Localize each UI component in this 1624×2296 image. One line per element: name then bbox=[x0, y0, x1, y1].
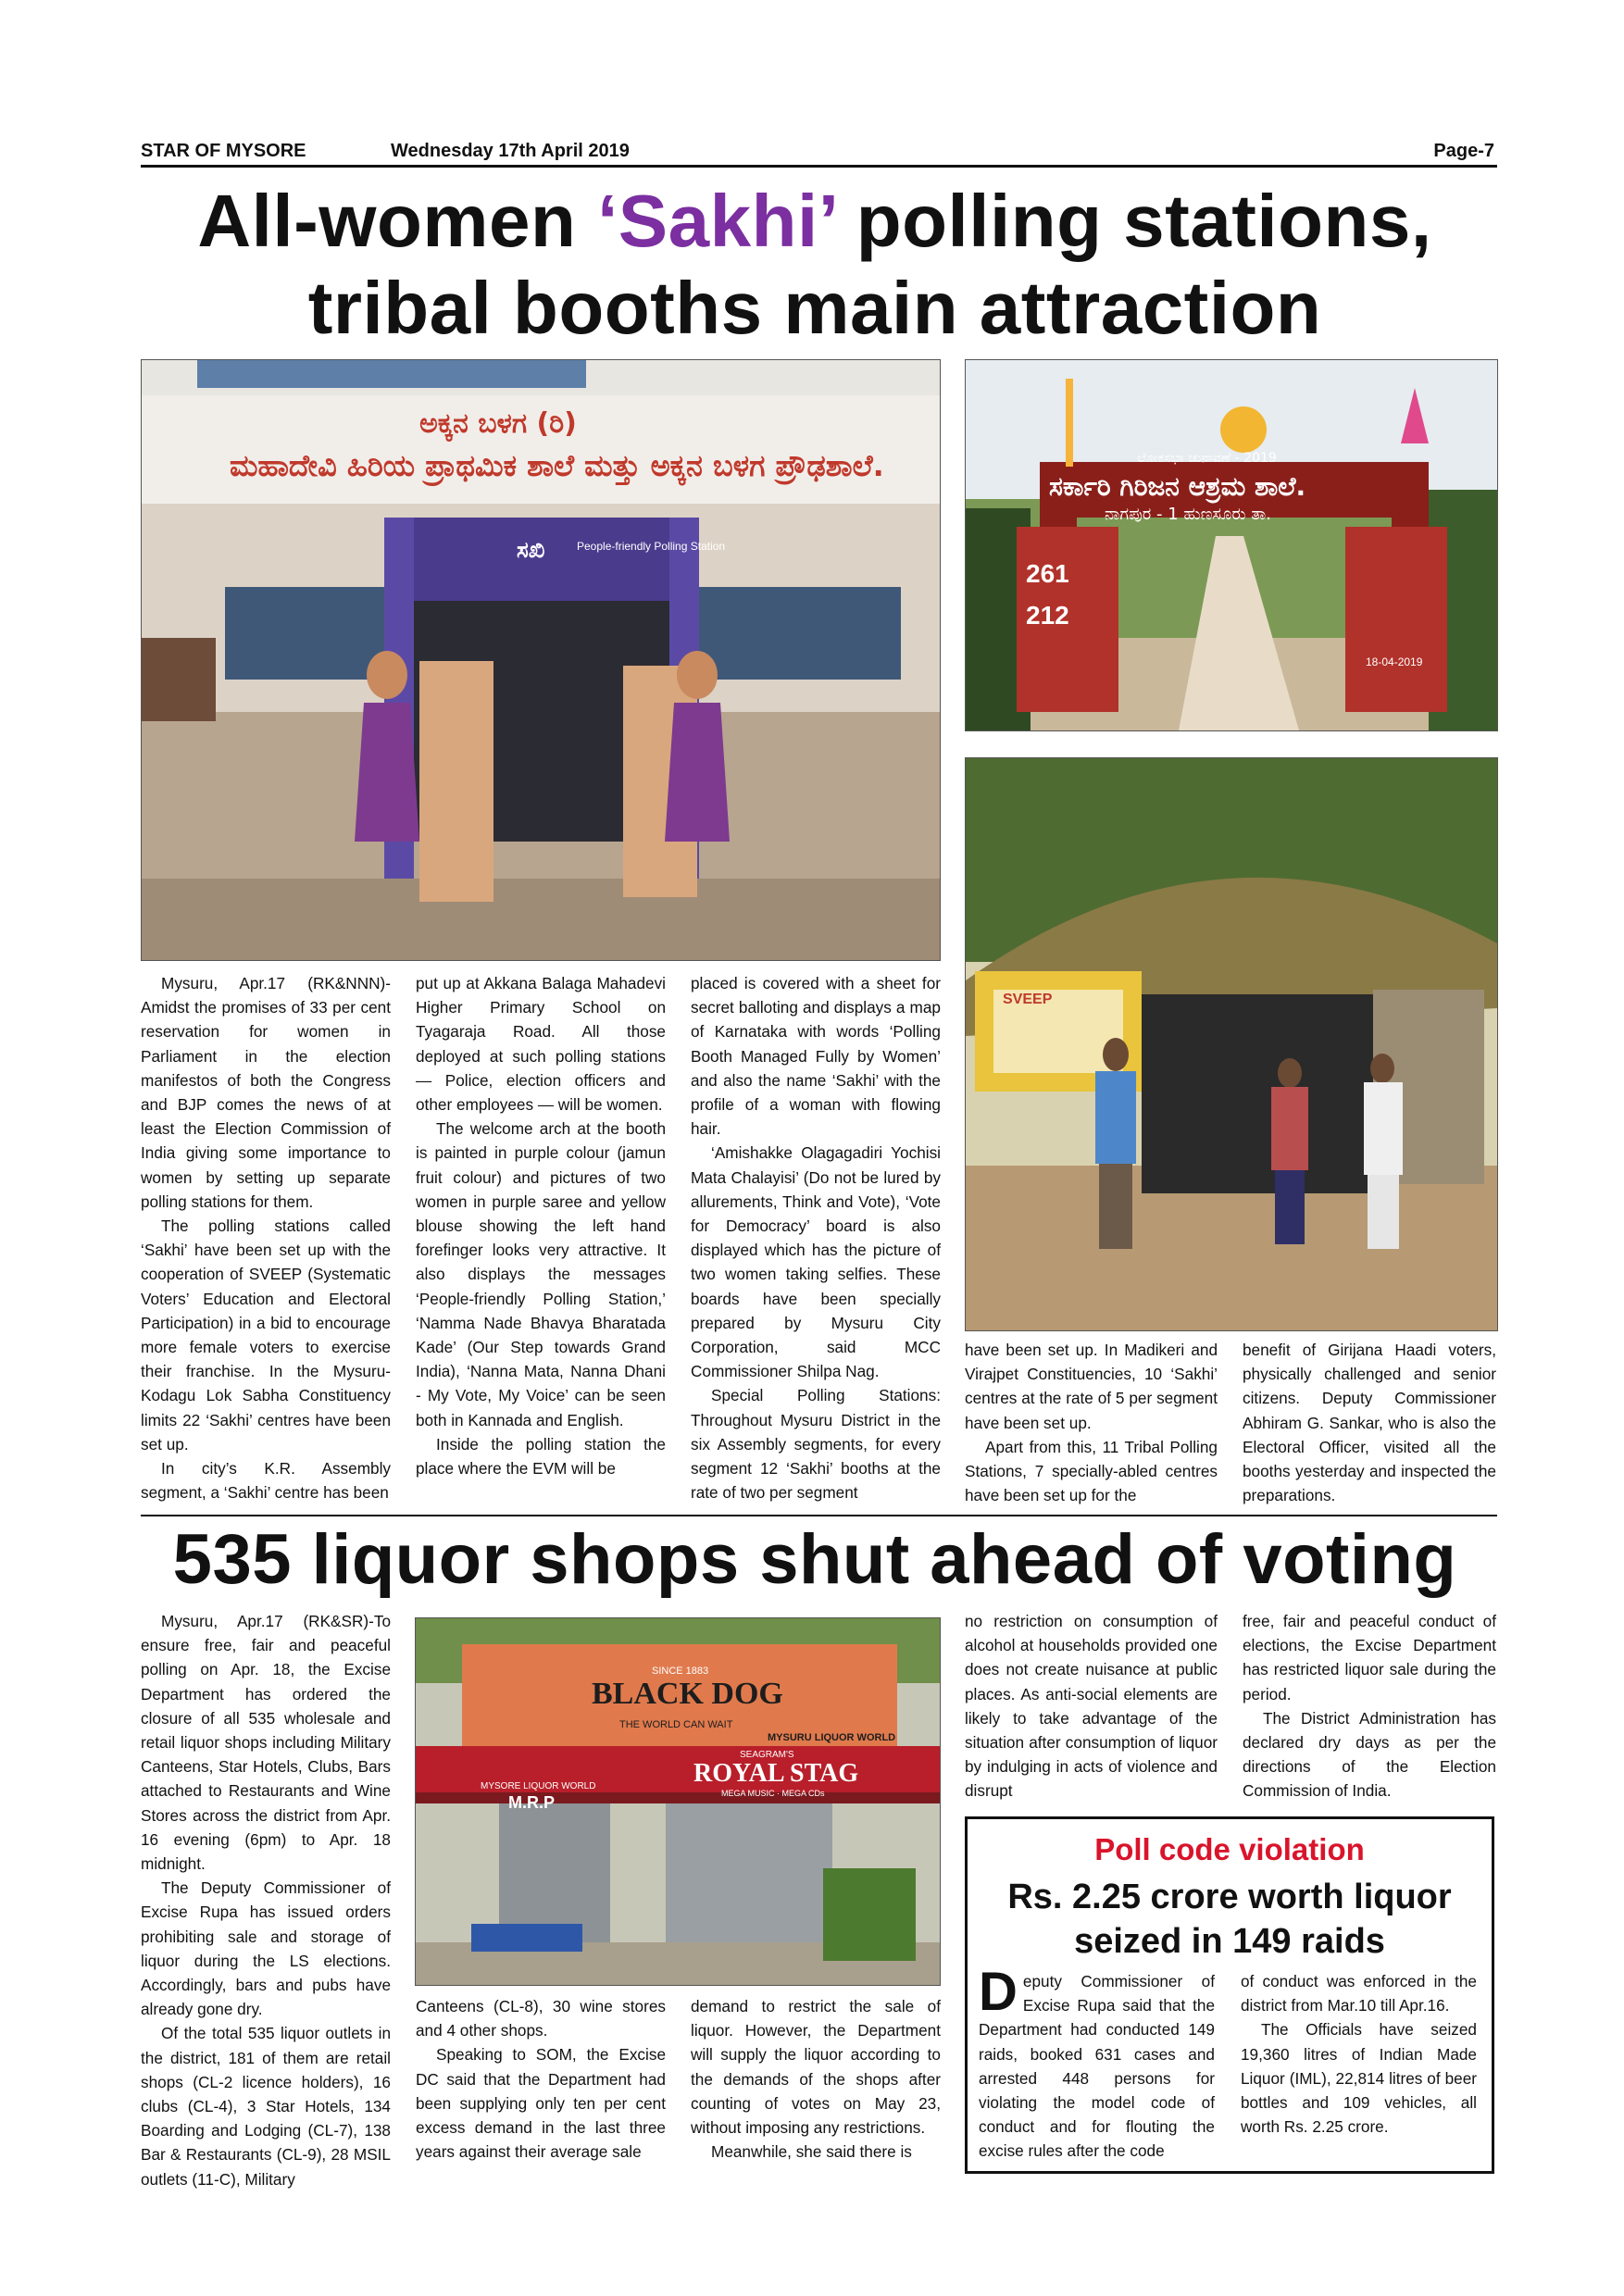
tribal-arch-place: ನಾಗಪುರ - 1 ಹುಣಸೂರು ತಾ. bbox=[1105, 505, 1271, 524]
sveep-board-text: SVEEP bbox=[1003, 992, 1053, 1007]
tribal-hut-illustration bbox=[966, 758, 1497, 1330]
arch-sakhi-label: ಸಖಿ bbox=[517, 537, 545, 563]
box-col2-para: The Officials have seized 19,360 litres of Indian Made Liquor (IML), 22,814 litres of beer bottles and 109 vehicles, all worth Rs. 2.25 crore. bbox=[1241, 2020, 1477, 2137]
tribal-hut-booth-photo bbox=[965, 757, 1498, 1331]
black-dog-shop: MYSURU LIQUOR WORLD bbox=[768, 1732, 896, 1743]
booth-number-2: 212 bbox=[1026, 601, 1069, 630]
royal-stag-shop: MYSORE LIQUOR WORLD bbox=[481, 1781, 596, 1791]
box-kicker: Poll code violation bbox=[1094, 1832, 1365, 1866]
story2-column-2 bbox=[416, 1994, 666, 2164]
story1-col1-para: The polling stations called ‘Sakhi’ have been set up with the cooperation of SVEEP (Systematic Voters’ Education and Electoral Participation) in a bid to encourage more female voters to exercise their franchise. In the Mysuru-Kodagu Lok Sabha Constituency limits 22 ‘Sakhi’ centres have been set up. bbox=[141, 1217, 391, 1454]
story1-column-5 bbox=[1243, 1338, 1496, 1507]
story1-column-1 bbox=[141, 971, 391, 1504]
booth-date-text: 18-04-2019 bbox=[1366, 655, 1423, 668]
box-headline: Rs. 2.25 crore worth liquor seized in 149 raids bbox=[1007, 1878, 1452, 1961]
tribal-arch-illustration bbox=[966, 360, 1497, 730]
story1-headline-post: polling stations, bbox=[835, 180, 1432, 262]
black-dog-brand: BLACK DOG bbox=[592, 1677, 783, 1711]
arch-pf-label: People-friendly Polling Station bbox=[577, 540, 726, 553]
story1-col4-para: Apart from this, 11 Tribal Polling Stations, 7 specially-abled centres have been set up for the bbox=[965, 1437, 1218, 1505]
box-dropcap: D bbox=[979, 1962, 1018, 2022]
story1-headline-line2: tribal booths main attraction bbox=[307, 267, 1322, 349]
black-dog-since: SINCE 1883 bbox=[652, 1666, 709, 1677]
story2-column-3 bbox=[691, 1994, 941, 2164]
story2-col1-para: Mysuru, Apr.17 (RK&SR)-To ensure free, fair and peaceful polling on Apr. 18, the Excise Department has ordered the closure of all 535 wholesale and retail liquor shops including Military Canteens, Star Hotels, Clubs, Bars attached to Restaurants and Wine Stores across the district from Apr. 16 evening (6pm) to Apr. 18 midnight. bbox=[141, 1612, 391, 1874]
booth-number-1: 261 bbox=[1026, 559, 1069, 588]
shop-letters: M.R.P bbox=[508, 1793, 556, 1812]
story1-col3-para: Special Polling Stations: Throughout Mysuru District in the six Assembly segments, for every segment 12 ‘Sakhi’ booths at the rate of two per segment bbox=[691, 1386, 941, 1503]
masthead-rule bbox=[141, 165, 1497, 168]
story1-headline-pre: All-women bbox=[197, 180, 598, 262]
school-sign-line2: ಮಹಾದೇವಿ ಹಿರಿಯ ಪ್ರಾಥಮಿಕ ಶಾಲೆ ಮತ್ತು ಅಕ್ಕನ ಬಳಗ ಪ್ರೌಢಶಾಲೆ. bbox=[230, 448, 884, 483]
tribal-arch-name: ಸರ್ಕಾರಿ ಗಿರಿಜನ ಆಶ್ರಮ ಶಾಲೆ. bbox=[1049, 471, 1306, 502]
box-col2-para: of conduct was enforced in the district from Mar.10 till Apr.16. bbox=[1241, 1972, 1477, 2015]
royal-stag-brand: ROYAL STAG bbox=[693, 1759, 859, 1788]
story2-col2-para: Canteens (CL-8), 30 wine stores and 4 other shops. bbox=[416, 1997, 666, 2040]
story1-headline bbox=[111, 178, 1518, 352]
tribal-booth-arch-photo bbox=[965, 359, 1498, 731]
royal-stag-small: SEAGRAM'S bbox=[740, 1750, 794, 1760]
story1-col3-para: ‘Amishakke Olagagadiri Yochisi Mata Chalayisi’ (Do not be lured by allurements, Think and Vote), ‘Vote for Democracy’ board is also displayed which has the picture of two women taking selfies. These boards have been specially prepared by Mysuru City Corporation, said MCC Commissioner Shilpa Nag. bbox=[691, 1143, 941, 1381]
story2-col4-para: no restriction on consumption of alcohol at households provided one does not create nuisance at public places. As anti-social elements are likely to take advantage of the situation after consumption of liquor by indulging in acts of violence and disrupt bbox=[965, 1612, 1218, 1801]
story1-col1-para: Mysuru, Apr.17 (RK&NNN)- Amidst the promises of 33 per cent reservation for women in Parliament in the election manifestos of both the Congress and BJP comes the news of at least the Election Commission of India giving some importance to women by setting up separate polling stations for them. bbox=[141, 974, 391, 1211]
story2-column-5 bbox=[1243, 1609, 1496, 1803]
story1-col2-para: Inside the polling station the place where the EVM will be bbox=[416, 1434, 666, 1479]
story1-col2-para: The welcome arch at the booth is painted in purple colour (jamun fruit colour) and pictures of two women in purple saree and yellow blouse showing the left hand forefinger looks very attractive. It also displays the messages ‘People-friendly Polling Station,’ ‘Namma Nade Bhavya Bharatada Kade’ (Our Step towards Grand India), ‘Nanna Mata, Nanna Dhani - My Vote, My Voice’ can be seen both in Kannada and English. bbox=[416, 1119, 666, 1429]
tribal-arch-top: ಲೋಕಸಭಾ ಚುನಾವಣೆ - 2019 bbox=[1137, 451, 1277, 466]
story1-column-3 bbox=[691, 971, 941, 1504]
box-column-1 bbox=[979, 1962, 1215, 2164]
story1-column-2 bbox=[416, 971, 666, 1480]
story2-column-4 bbox=[965, 1609, 1218, 1803]
story2-column-1 bbox=[141, 1609, 391, 2191]
story1-col2-para: put up at Akkana Balaga Mahadevi Higher Primary School on Tyagaraja Road. All those deployed at such polling stations — Police, election officers and other employees — will be women. bbox=[416, 974, 666, 1115]
sakhi-booth-photo bbox=[141, 359, 941, 961]
story1-col3-para: placed is covered with a sheet for secret balloting and displays a map of Karnataka with words ‘Polling Booth Managed Fully by Women’ and also the name ‘Sakhi’ with the profile of a woman with flowing hair. bbox=[691, 974, 941, 1139]
school-sign-line1: ಅಕ್ಕನ ಬಳಗ (ರಿ) bbox=[419, 407, 577, 440]
story2-col3-para: demand to restrict the sale of liquor. However, the Department will supply the liquor according to the demands of the shops after counting of votes on May 23, without imposing any restrictions. bbox=[691, 1997, 941, 2138]
story2-col3-para: Meanwhile, she said there is bbox=[711, 2142, 912, 2162]
sakhi-booth-illustration bbox=[142, 360, 940, 960]
box-col1-text: eputy Commissioner of Excise Rupa said that the Department had conducted 149 raids, booked 631 cases and arrested 448 persons for violating the model code of conduct and for flouting the excise rules after the code bbox=[979, 1972, 1215, 2161]
story1-col4-para: have been set up. In Madikeri and Virajpet Constituencies, 10 ‘Sakhi’ centres at the rate of 5 per segment have been set up. bbox=[965, 1341, 1218, 1432]
story2-col1-para: Of the total 535 liquor outlets in the district, 181 of them are retail shops (CL-2 licence holders), 16 clubs (CL-4), 3 Star Hotels, 134 Boarding and Lodging (CL-7), 138 Bar & Restaurants (CL-9), 28 MSIL outlets (11-C), Military bbox=[141, 2024, 391, 2189]
box-column-2 bbox=[1241, 1969, 1477, 2139]
issue-date: Wednesday 17th April 2019 bbox=[391, 141, 630, 161]
royal-stag-tag: MEGA MUSIC · MEGA CDs bbox=[721, 1789, 825, 1798]
story2-col2-para: Speaking to SOM, the Excise DC said that the Department had been supplying only ten per cent excess demand in the last three years against their average sale bbox=[416, 2045, 666, 2162]
story-divider bbox=[141, 1515, 1497, 1516]
liquor-shop-illustration bbox=[416, 1618, 940, 1985]
poll-code-box bbox=[965, 1816, 1494, 2174]
story1-headline-accent: ‘Sakhi’ bbox=[597, 180, 836, 262]
black-dog-tag: THE WORLD CAN WAIT bbox=[619, 1719, 733, 1730]
story2-headline: 535 liquor shops shut ahead of voting bbox=[172, 1520, 1457, 1599]
story1-col1-para: In city’s K.R. Assembly segment, a ‘Sakhi’ centre has been bbox=[141, 1459, 391, 1503]
paper-name: STAR OF MYSORE bbox=[141, 141, 306, 161]
page-number: Page-7 bbox=[1433, 141, 1494, 161]
story2-col1-para: The Deputy Commissioner of Excise Rupa has issued orders prohibiting sale and storage of liquor during the LS elections. Accordingly, bars and pubs have already gone dry. bbox=[141, 1878, 391, 2019]
story2-col5-para: free, fair and peaceful conduct of elections, the Excise Department has restricted liquor sale during the period. bbox=[1243, 1612, 1496, 1703]
liquor-shop-photo bbox=[415, 1617, 941, 1986]
story2-col5-para: The District Administration has declared dry days as per the directions of the Election Commission of India. bbox=[1243, 1708, 1496, 1801]
story1-column-4 bbox=[965, 1338, 1218, 1507]
story1-col5-para: benefit of Girijana Haadi voters, physically challenged and senior citizens. Deputy Commissioner Abhiram G. Sankar, who is also the Electoral Officer, visited all the booths yesterday and inspected the preparations. bbox=[1243, 1341, 1496, 1505]
